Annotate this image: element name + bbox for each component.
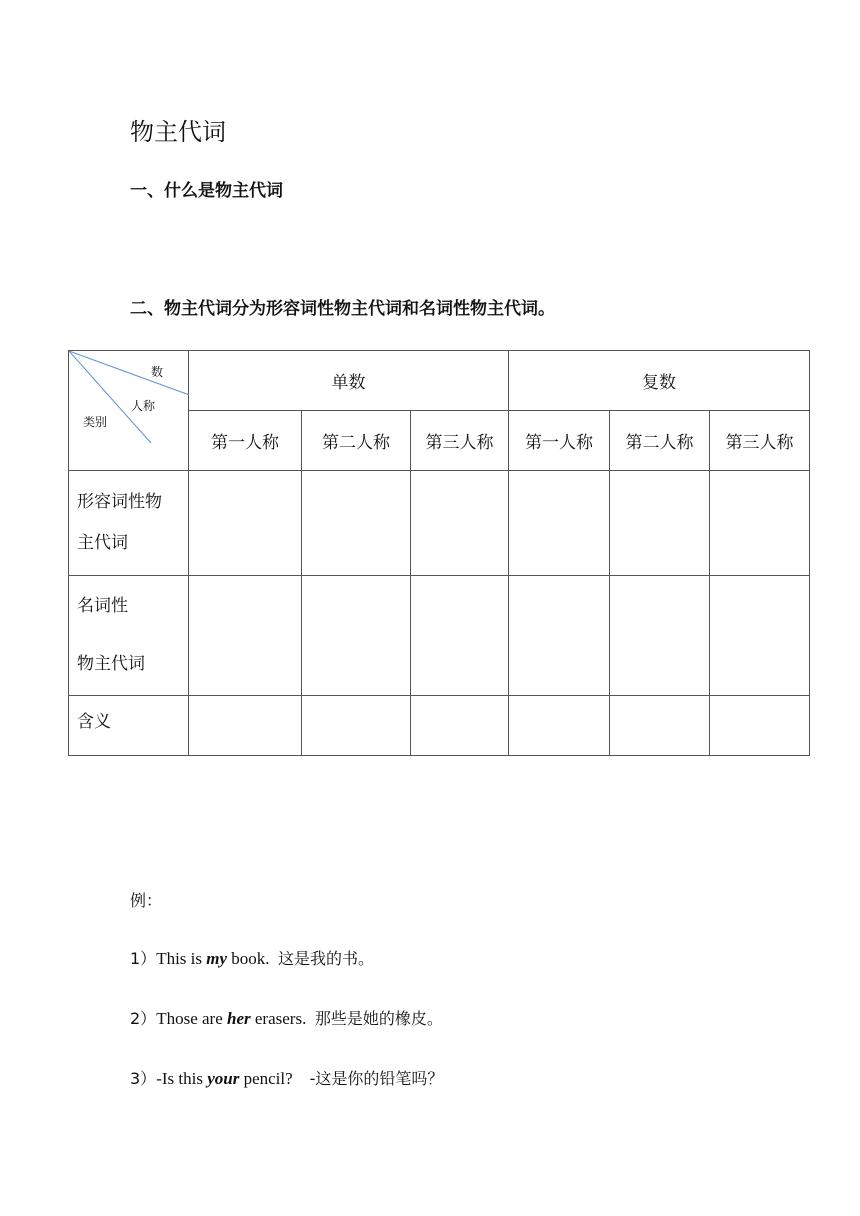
answer-cell[interactable] (710, 471, 810, 576)
example-text: This is (156, 949, 207, 968)
section-heading-what: 一、什么是物主代词 (130, 181, 283, 201)
page-title: 物主代词 (130, 118, 226, 146)
answer-cell[interactable] (610, 576, 710, 696)
answer-cell[interactable] (610, 696, 710, 756)
answer-cell[interactable] (302, 471, 411, 576)
example-translation: -这是你的铅笔吗？ (309, 1069, 444, 1088)
row-label-line: 主代词 (77, 533, 128, 553)
answer-cell[interactable] (411, 471, 509, 576)
header-person: 第三人称 (710, 411, 810, 471)
answer-cell[interactable] (189, 576, 302, 696)
row-label-adjectival (69, 471, 189, 576)
answer-cell[interactable] (189, 471, 302, 576)
row-label-line: 物主代词 (77, 653, 145, 674)
answer-cell[interactable] (411, 696, 509, 756)
example-translation: 那些是她的橡皮。 (314, 1009, 443, 1028)
row-label-line: 形容词性物 (77, 492, 162, 513)
corner-label-number: 数 (151, 365, 164, 379)
header-person: 第一人称 (189, 411, 302, 471)
example-sentence-1 (130, 946, 374, 969)
example-text: book. (227, 949, 270, 968)
header-plural: 复数 (509, 351, 810, 411)
example-text: erasers. (250, 1009, 307, 1028)
diagonal-lines (69, 351, 189, 471)
section-heading-types: 二、物主代词分为形容词性物主代词和名词性物主代词。 (130, 299, 555, 319)
answer-cell[interactable] (509, 696, 610, 756)
example-sentence-2 (130, 1006, 443, 1029)
header-person: 第一人称 (509, 411, 610, 471)
example-number: 1） (130, 949, 157, 968)
header-person: 第三人称 (411, 411, 509, 471)
example-pronoun: her (227, 1009, 251, 1028)
row-label-line: 名词性 (77, 595, 128, 616)
answer-cell[interactable] (710, 576, 810, 696)
answer-cell[interactable] (710, 696, 810, 756)
pronoun-table (68, 350, 810, 756)
example-text: -Is this (156, 1069, 208, 1088)
header-singular: 单数 (189, 351, 509, 411)
example-text: pencil? (239, 1069, 293, 1088)
answer-cell[interactable] (610, 471, 710, 576)
row-label-meaning (69, 696, 189, 756)
header-person: 第二人称 (610, 411, 710, 471)
example-pronoun: my (206, 949, 228, 968)
example-translation: 这是我的书。 (278, 949, 375, 968)
answer-cell[interactable] (189, 696, 302, 756)
corner-label-category: 类别 (83, 415, 108, 429)
header-person: 第二人称 (302, 411, 411, 471)
answer-cell[interactable] (302, 696, 411, 756)
example-pronoun: your (207, 1069, 240, 1088)
answer-cell[interactable] (302, 576, 411, 696)
example-number: 2） (130, 1009, 157, 1028)
example-text: Those are (156, 1009, 227, 1028)
answer-cell[interactable] (509, 471, 610, 576)
corner-label-person: 人称 (131, 399, 156, 413)
row-label-line: 含义 (77, 712, 111, 732)
answer-cell[interactable] (411, 576, 509, 696)
example-number: 3） (130, 1069, 157, 1088)
row-label-nominal (69, 576, 189, 696)
answer-cell[interactable] (509, 576, 610, 696)
corner-cell (69, 351, 189, 471)
example-sentence-3 (130, 1066, 443, 1089)
examples-heading: 例： (130, 891, 163, 910)
